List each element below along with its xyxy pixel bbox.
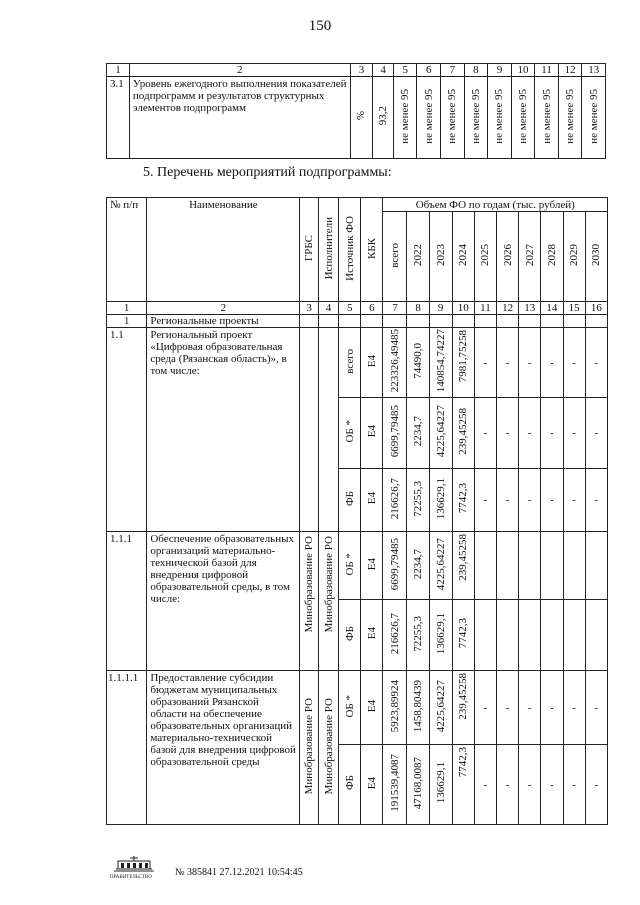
amount-total: 6699,79485 — [388, 405, 401, 458]
header-year: 2028 — [545, 244, 558, 266]
amount-2022: 2234,7 — [412, 548, 425, 580]
kbk: Е4 — [365, 492, 378, 505]
col-num: 4 — [318, 302, 338, 315]
header-num: № п/п — [107, 198, 147, 302]
amount-2023: 136629,1 — [434, 612, 447, 655]
row-number: 1.1 — [107, 328, 147, 532]
col-num: 12 — [558, 64, 582, 77]
amount-2022: 2234,7 — [412, 416, 425, 447]
header-name: Наименование — [147, 198, 300, 302]
source: ФБ — [343, 775, 356, 791]
header-exec: Исполнители — [322, 216, 335, 280]
empty-value: - — [550, 494, 554, 506]
target-value: не менее 95 — [469, 88, 482, 144]
header-year: 2030 — [590, 244, 603, 266]
amount-2022: 72255,3 — [412, 480, 425, 517]
empty-value: - — [594, 427, 599, 439]
source: ОБ * — [343, 552, 356, 576]
header-year: 2026 — [501, 244, 514, 266]
col-num: 9 — [488, 64, 512, 77]
kbk: Е4 — [365, 354, 378, 368]
col-num: 1 — [107, 64, 130, 77]
row-name: Обеспечение образовательных организаций материально-технической базой для внедрения цифровой образовательной среды, в том числе: — [147, 532, 300, 671]
target-value: не менее 95 — [564, 88, 577, 144]
base-value: 93,2 — [377, 106, 390, 126]
source: ОБ * — [343, 694, 356, 718]
empty-value: - — [483, 494, 488, 506]
empty-value: - — [572, 427, 576, 439]
source: ФБ — [343, 625, 356, 641]
target-value: не менее 95 — [587, 88, 600, 144]
amount-total: 223326,49485 — [388, 329, 401, 393]
empty-value: - — [527, 356, 532, 369]
header-year: 2029 — [568, 244, 581, 266]
col-num: 2 — [147, 302, 300, 315]
col-num: 7 — [441, 64, 465, 77]
table-header-row — [107, 198, 608, 212]
table-row — [107, 315, 608, 328]
empty-value: - — [527, 701, 532, 714]
row-number: 1.1.1 — [107, 532, 147, 671]
col-num: 16 — [585, 302, 607, 315]
empty-value: - — [483, 427, 488, 439]
header-year: 2027 — [523, 244, 536, 266]
col-num: 12 — [497, 302, 519, 315]
empty-value: - — [505, 778, 510, 791]
row-name: Региональный проект «Цифровая образовательная среда (Рязанская область)», в том числе: — [147, 328, 300, 532]
col-num: 11 — [474, 302, 496, 315]
government-stamp-icon — [112, 854, 156, 874]
empty-value: - — [505, 701, 510, 714]
col-num: 3 — [350, 64, 373, 77]
empty-value: - — [572, 701, 576, 714]
row-number: 1.1.1.1 — [107, 671, 147, 825]
indicator-name: Уровень ежегодного выполнения показателей подпрограмм и результатов структурных элементов подпрограмм — [129, 77, 350, 159]
amount-total: 191539,4087 — [388, 754, 401, 812]
document-id: № 385841 27.12.2021 10:54:45 — [175, 867, 303, 878]
header-total: всего — [388, 242, 401, 268]
amount-total: 6699,79485 — [388, 537, 401, 591]
col-num: 3 — [300, 302, 319, 315]
page-number: 150 — [308, 18, 332, 34]
amount-2023: 140854,74227 — [434, 329, 447, 393]
amount-2023: 4225,64227 — [434, 537, 447, 591]
header-year: 2023 — [434, 244, 447, 266]
col-num: 11 — [535, 64, 559, 77]
executor: Минобразование РО — [322, 697, 335, 795]
empty-value: - — [550, 427, 554, 439]
col-num: 2 — [129, 64, 350, 77]
empty-value: - — [594, 701, 599, 714]
empty-value: - — [505, 427, 510, 439]
col-num: 14 — [541, 302, 563, 315]
empty-value: - — [527, 494, 532, 506]
col-num: 4 — [373, 64, 394, 77]
amount-2024: 7742,3 — [457, 747, 470, 778]
target-value: не менее 95 — [399, 88, 412, 144]
header-year: 2025 — [479, 244, 492, 266]
col-num: 6 — [417, 64, 441, 77]
executor: Минобразование РО — [322, 536, 335, 633]
target-value: не менее 95 — [540, 88, 553, 144]
empty-value: - — [572, 494, 576, 506]
table-row — [107, 328, 608, 398]
amount-2022: 47168,0087 — [412, 756, 425, 810]
col-num: 8 — [407, 302, 429, 315]
amount-total: 216626,7 — [388, 477, 401, 520]
col-num: 13 — [519, 302, 541, 315]
col-num: 8 — [464, 64, 488, 77]
amount-2023: 4225,64227 — [434, 405, 447, 458]
table-row — [107, 671, 608, 745]
amount-total: 5923,89924 — [388, 679, 401, 733]
column-number-row — [107, 302, 608, 315]
amount-2023: 136629,1 — [434, 477, 447, 520]
amount-2023: 4225,64227 — [434, 679, 447, 733]
amount-2024: 7981,75258 — [457, 330, 470, 383]
row-number: 3.1 — [107, 77, 130, 159]
row-name: Региональные проекты — [147, 315, 300, 328]
amount-2024: 239,45258 — [457, 408, 470, 455]
empty-value: - — [483, 356, 488, 369]
target-value: не менее 95 — [493, 88, 506, 144]
empty-value: - — [572, 778, 576, 791]
header-grbs: ГРБС — [303, 234, 316, 262]
col-num: 15 — [563, 302, 585, 315]
kbk: Е4 — [365, 776, 378, 790]
grbs: Минобразование РО — [303, 697, 316, 795]
amount-2022: 74490,0 — [412, 343, 425, 379]
empty-value: - — [572, 356, 576, 369]
col-num: 10 — [511, 64, 535, 77]
amount-2024: 7742,3 — [457, 618, 470, 649]
target-value: не менее 95 — [517, 88, 529, 144]
col-num: 6 — [361, 302, 383, 315]
empty-value: - — [505, 356, 510, 369]
header-year: 2024 — [457, 244, 470, 266]
amount-total: 216626,7 — [388, 612, 401, 655]
target-value: не менее 95 — [446, 88, 459, 144]
indicators-table — [106, 63, 606, 159]
empty-value: - — [505, 494, 510, 506]
header-kbk: КБК — [365, 237, 378, 259]
amount-2024: 239,45258 — [457, 534, 470, 581]
unit: % — [355, 111, 368, 121]
amount-2023: 136629,1 — [434, 762, 447, 804]
source: всего — [343, 348, 356, 374]
target-value: не менее 95 — [422, 88, 435, 144]
col-num: 10 — [452, 302, 474, 315]
col-num: 13 — [582, 64, 606, 77]
col-num: 7 — [383, 302, 407, 315]
table-row — [107, 532, 608, 600]
col-num: 5 — [339, 302, 361, 315]
row-number: 1 — [107, 315, 147, 328]
empty-value: - — [550, 701, 554, 714]
table-header-row — [107, 64, 606, 77]
amount-2022: 1458,80439 — [412, 679, 425, 733]
empty-value: - — [594, 778, 599, 791]
empty-value: - — [550, 778, 554, 791]
col-num: 5 — [393, 64, 417, 77]
amount-2022: 72255,3 — [412, 615, 425, 652]
empty-value: - — [594, 494, 599, 506]
kbk: Е4 — [365, 557, 378, 571]
empty-value: - — [483, 778, 488, 791]
row-name: Предоставление субсидии бюджетам муниципальных образований Рязанской области на обеспечение образовательных организаций материально-технической базой для внедрения цифровой образовательной среды — [147, 671, 300, 825]
header-year: 2022 — [412, 244, 425, 266]
empty-value: - — [527, 778, 532, 791]
table-row — [107, 77, 606, 159]
measures-table — [106, 197, 608, 825]
amount-2024: 7742,3 — [457, 483, 470, 514]
kbk: Е4 — [365, 425, 378, 438]
col-num: 1 — [107, 302, 147, 315]
header-volume: Объем ФО по годам (тыс. рублей) — [383, 198, 608, 212]
kbk: Е4 — [365, 699, 378, 713]
source: ОБ * — [343, 420, 356, 443]
stamp-caption: ПРАВИТЕЛЬСТВО — [110, 875, 152, 880]
kbk: Е4 — [365, 627, 378, 640]
header-source: Источник ФО — [343, 215, 356, 281]
col-num: 9 — [429, 302, 452, 315]
empty-value: - — [594, 356, 599, 369]
empty-value: - — [483, 701, 488, 714]
section-title: 5. Перечень мероприятий подпрограммы: — [143, 165, 392, 180]
empty-value: - — [550, 356, 554, 369]
amount-2024: 239,45258 — [457, 673, 470, 720]
source: ФБ — [343, 490, 356, 506]
grbs: Минобразование РО — [303, 536, 316, 633]
empty-value: - — [527, 427, 532, 439]
